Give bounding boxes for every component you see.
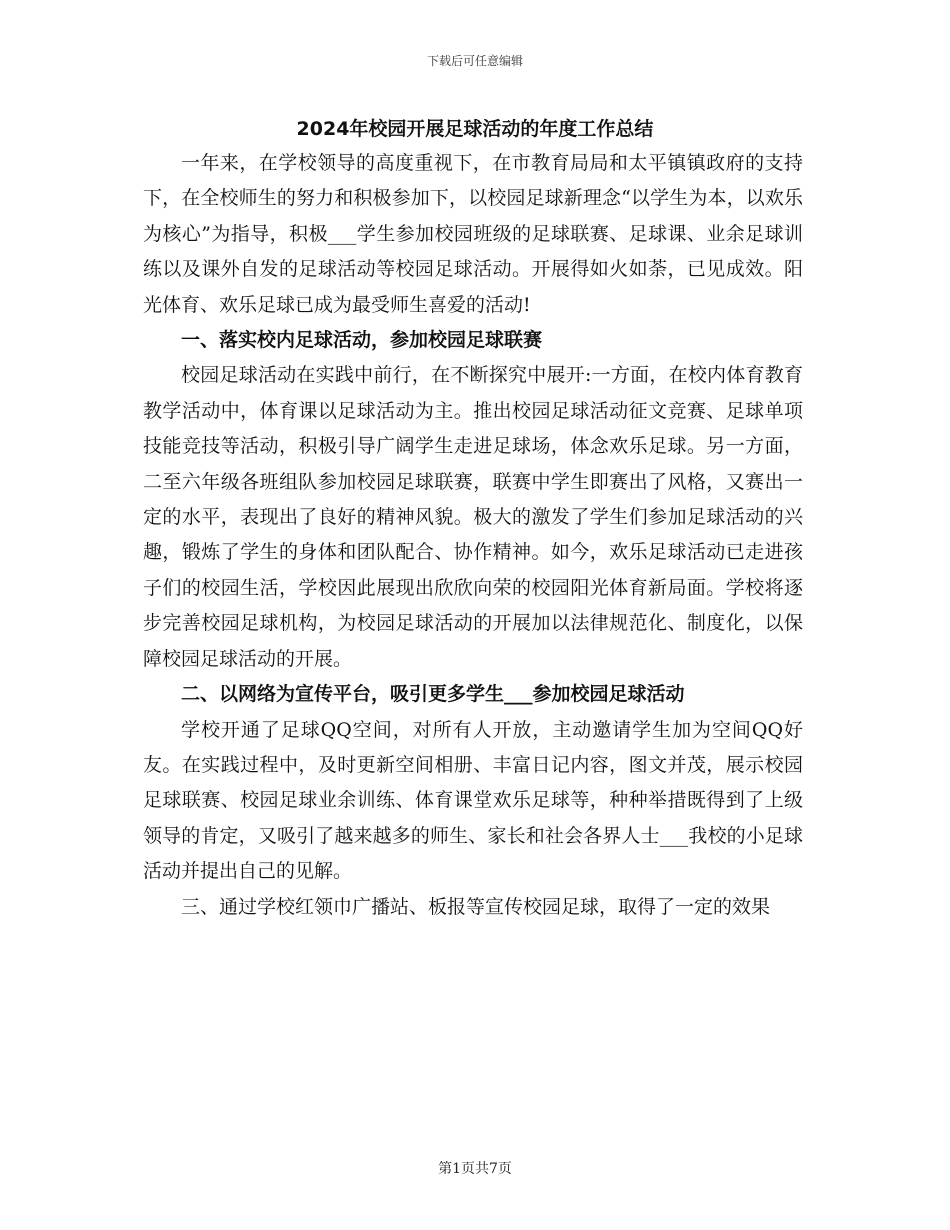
section-3-paragraph: 三、通过学校红领巾广播站、板报等宣传校园足球，取得了一定的效果 (181, 895, 771, 918)
section-2-heading: 二、以网络为宣传平台，吸引更多学生___参加校园足球活动 (181, 683, 685, 706)
section-1-paragraph: 校园足球活动在实践中前行，在不断探究中展开:一方面，在校内体育教育教学活动中，体育课以足球活动为主。推出校园足球活动征文竞赛、足球单项技能竞技等活动，积极引导广阔学生走进足球场，体念欢乐足球。另一方面，二至六年级各班组队参加校园足球联赛，联赛中学生即赛出了风格，又赛出一定的水平，表现出了良好的精神风貌。极大的激发了学生们参加足球活动的兴趣，锻炼了学生的身体和团队配合、协作精神。如今，欢乐足球活动已走进孩子们的校园生活，学校因此展现出欣欣向荣的校园阳光体育新局面。学校将逐步完善校园足球机构，为校园足球活动的开展加以法律规范化、制度化，以保障校园足球活动的开展。 (143, 364, 803, 670)
page-title: 2024年校园开展足球活动的年度工作总结 (296, 118, 654, 140)
section-2-paragraph: 学校开通了足球QQ空间，对所有人开放，主动邀请学生加为空间QQ好友。在实践过程中，及时更新空间相册、丰富日记内容，图文并茂，展示校园足球联赛、校园足球业余训练、体育课堂欢乐足球等，种种举措既得到了上级领导的肯定，又吸引了越来越多的师生、家长和社会各界人士___我校的小足球活动并提出自己的见解。 (143, 718, 803, 883)
section-1-heading: 一、落实校内足球活动，参加校园足球联赛 (181, 329, 543, 352)
intro-paragraph: 一年来，在学校领导的高度重视下，在市教育局局和太平镇镇政府的支持下，在全校师生的努力和积极参加下，以校园足球新理念“以学生为本，以欢乐为核心”为指导，积极___学生参加校园班级的足球联赛、足球课、业余足球训练以及课外自发的足球活动等校园足球活动。开展得如火如荼，已见成效。阳光体育、欢乐足球已成为最受师生喜爱的活动! (143, 152, 803, 316)
header-note: 下载后可任意编辑 (426, 54, 523, 68)
page-number: 第1页共7页 (438, 1161, 512, 1177)
document-body (143, 146, 803, 925)
